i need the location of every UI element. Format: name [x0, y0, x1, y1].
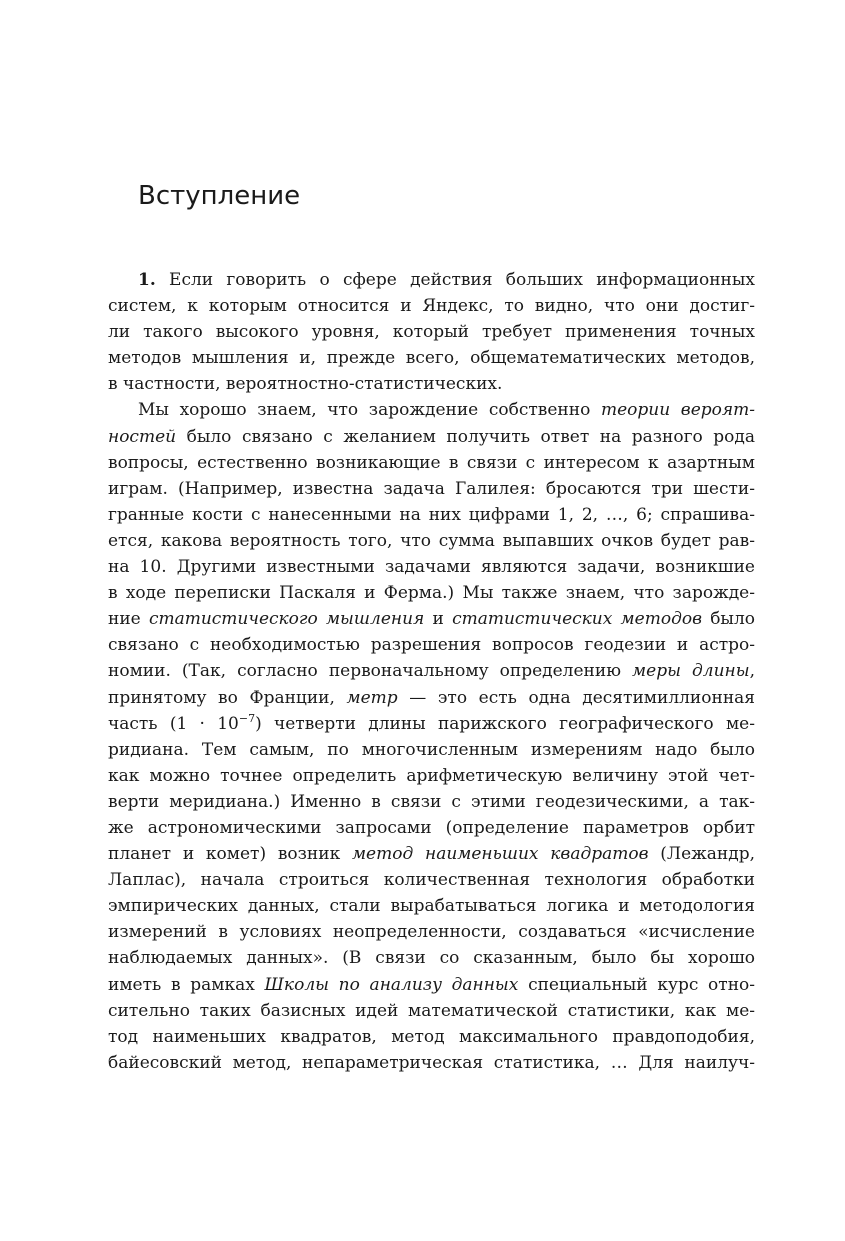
- italic-term: статистических методов: [452, 609, 702, 630]
- text-line: тод наименьших квадратов, метод максимального правдоподобия,: [108, 1026, 755, 1047]
- text-span: иметь в рамках: [108, 974, 265, 995]
- text-span: — это есть одна десятимиллионная: [397, 687, 756, 708]
- superscript-exponent: −7: [238, 711, 256, 725]
- text-line: играм. (Например, известна задача Галилея: бросаются три шести-: [108, 478, 755, 499]
- text-span: (Лежандр,: [648, 844, 755, 865]
- text-span: и: [424, 609, 453, 630]
- text-line: на 10. Другими известными задачами являются задачи, возникшие: [108, 557, 755, 578]
- italic-term: ностей: [108, 426, 177, 447]
- italic-term: теории вероят-: [600, 400, 756, 421]
- text-line: методов мышления и, прежде всего, общематематических методов,: [108, 348, 755, 369]
- text-line: [108, 658, 755, 684]
- text-line: связано с необходимостью разрешения вопросов геодезии и астро-: [108, 635, 755, 656]
- text-span: часть (1 · 10: [108, 713, 239, 734]
- page-title: Вступление: [138, 181, 301, 211]
- text-line: измерений в условиях неопределенности, создаваться «исчисление: [108, 922, 755, 943]
- text-line: [108, 972, 755, 998]
- text-span: ,: [749, 661, 755, 682]
- text-line: в ходе переписки Паскаля и Ферма.) Мы также знаем, что зарожде-: [108, 583, 755, 604]
- text-span: было: [701, 609, 755, 630]
- italic-term: меры длины: [632, 661, 750, 682]
- italic-term: Школы по анализу данных: [264, 974, 519, 995]
- text-line: ется, какова вероятность того, что сумма выпавших очков будет рав-: [108, 530, 755, 551]
- text-span: Мы хорошо знаем, что зарождение собственно: [138, 400, 601, 421]
- text-line: [108, 267, 755, 293]
- text-span: номии. (Так, согласно первоначальному определению: [108, 661, 633, 682]
- text-span: принятому во Франции,: [108, 687, 347, 708]
- text-line: [108, 397, 755, 423]
- text-line: вопросы, естественно возникающие в связи с интересом к азартным: [108, 452, 755, 473]
- section-number: 1.: [138, 270, 156, 290]
- text-line: Лаплас), начала строиться количественная технология обработки: [108, 870, 755, 891]
- text-line: байесовский метод, непараметрическая статистика, … Для наилуч-: [108, 1052, 755, 1073]
- text-span: специальный курс отно-: [518, 974, 755, 995]
- paragraph-1: [108, 267, 755, 397]
- italic-term: статистического мышления: [148, 609, 425, 630]
- text-line: [108, 841, 755, 867]
- italic-term: метод наименьших квадратов: [351, 844, 649, 865]
- text-line: гранные кости с нанесенными на них цифрами 1, 2, …, 6; спрашива-: [108, 504, 755, 525]
- italic-term: метр: [346, 687, 398, 708]
- text-span: ние: [108, 609, 149, 630]
- text-line: верти меридиана.) Именно в связи с этими геодезическими, а так-: [108, 791, 755, 812]
- text-span: было связано с желанием получить ответ на разного рода: [176, 426, 755, 447]
- body-text: [108, 267, 755, 1076]
- text-line: сительно таких базисных идей математической статистики, как ме-: [108, 1000, 755, 1021]
- text-line: ли такого высокого уровня, который требует применения точных: [108, 322, 755, 343]
- text-line: эмпирических данных, стали вырабатываться логика и методология: [108, 896, 755, 917]
- paragraph-2: [108, 397, 755, 1075]
- text-line: ридиана. Тем самым, по многочисленным измерениям надо было: [108, 739, 755, 760]
- text-line: в частности, вероятностно-статистических.: [108, 374, 503, 395]
- text-line: же астрономическими запросами (определение параметров орбит: [108, 817, 755, 838]
- text-span: Если говорить о сфере действия больших информационных: [169, 270, 756, 290]
- text-span: планет и комет) возник: [108, 844, 352, 865]
- text-line: [108, 711, 755, 737]
- text-line: [108, 685, 755, 711]
- text-line: наблюдаемых данных». (В связи со сказанным, было бы хорошо: [108, 948, 755, 969]
- text-span: ) четверти длины парижского географического ме-: [255, 713, 755, 734]
- text-line: [108, 606, 755, 632]
- text-line: как можно точнее определить арифметическую величину этой чет-: [108, 765, 755, 786]
- text-line: [108, 424, 755, 450]
- text-line: систем, к которым относится и Яндекс, то видно, что они достиг-: [108, 296, 755, 317]
